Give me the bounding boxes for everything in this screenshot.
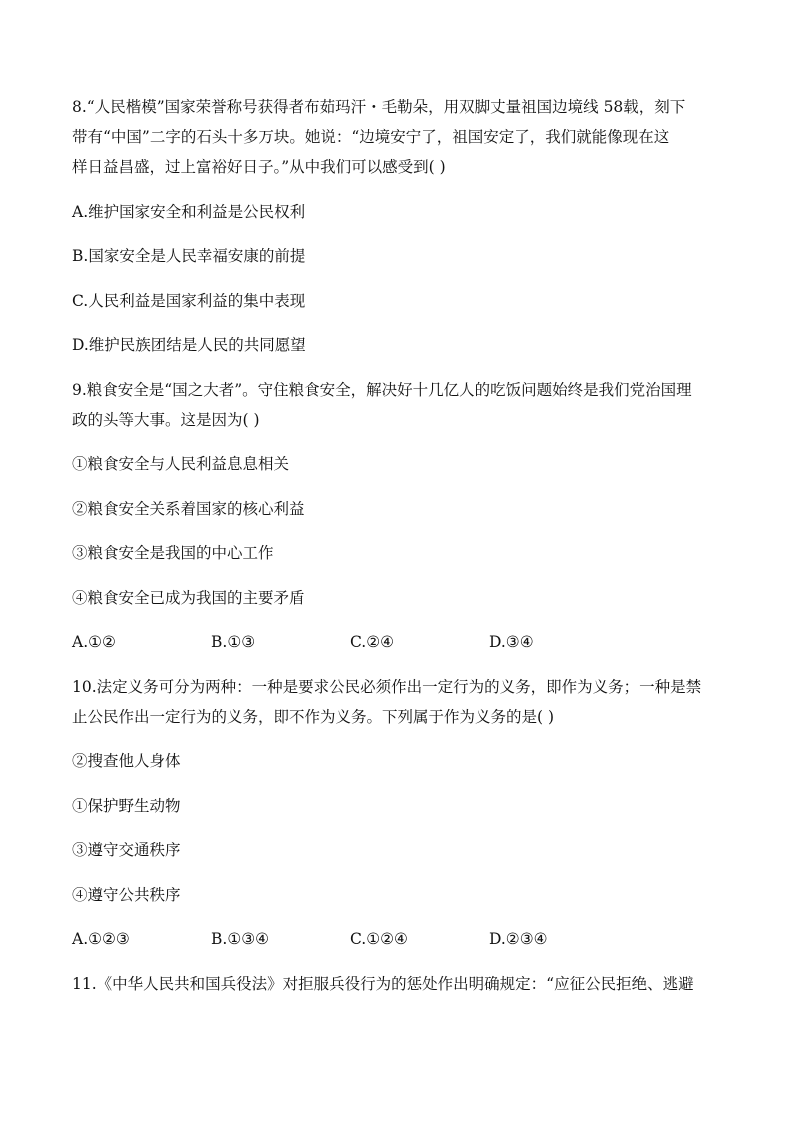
question-9-line-1: 9.粮食安全是“国之大者”。守住粮食安全，解决好十几亿人的吃饭问题始终是我们党治国理 — [72, 380, 692, 399]
document-page — [72, 92, 722, 999]
question-8-option-a: A.维护国家安全和利益是公民权利 — [72, 202, 306, 221]
question-8-option-b: B.国家安全是人民幸福安康的前提 — [72, 247, 306, 265]
question-10-line-2: 止公民作出一定行为的义务，即不作为义务。下列属于作为义务的是( ) — [72, 707, 555, 726]
question-8-option-c: C.人民利益是国家利益的集中表现 — [72, 291, 306, 310]
question-9-option-a: A.①② — [72, 633, 116, 651]
question-10-option-c: C.①②④ — [350, 930, 408, 948]
question-8-line-2: 带有“中国”二字的石头十多万块。她说：“边境安宁了，祖国安定了，我们就能像现在这 — [72, 128, 670, 146]
question-10-item-3: ③遵守交通秩序 — [72, 841, 181, 859]
question-9-line-2: 政的头等大事。这是因为( ) — [72, 410, 260, 429]
question-10-option-a: A.①②③ — [72, 930, 130, 948]
question-10-item-1: ②搜查他人身体 — [72, 752, 181, 770]
question-9-option-d: D.③④ — [489, 633, 534, 651]
question-10-options — [72, 924, 722, 954]
question-10-line-1: 10.法定义务可分为两种：一种是要求公民必须作出一定行为的义务，即作为义务；一种是禁 — [72, 677, 702, 696]
question-9-item-2: ②粮食安全关系着国家的核心利益 — [72, 499, 305, 518]
question-9-options — [72, 627, 722, 657]
question-8-line-3: 样日益昌盛，过上富裕好日子。”从中我们可以感受到( ) — [72, 158, 446, 176]
question-9-item-3: ③粮食安全是我国的中心工作 — [72, 544, 274, 562]
question-9-item-1: ①粮食安全与人民利益息息相关 — [72, 455, 290, 473]
question-10-option-b: B.①③④ — [211, 930, 270, 948]
question-8-option-d: D.维护民族团结是人民的共同愿望 — [72, 336, 306, 354]
question-10-item-2: ①保护野生动物 — [72, 796, 181, 815]
question-9-option-b: B.①③ — [211, 633, 256, 651]
question-8-line-1: 8.“人民楷模”国家荣誉称号获得者布茹玛汗・毛勒朵，用双脚丈量祖国边境线 58载，刻下 — [72, 98, 686, 116]
question-11-line-1: 11.《中华人民共和国兵役法》对拒服兵役行为的惩处作出明确规定：“应征公民拒绝、逃避 — [72, 974, 694, 993]
question-9-item-4: ④粮食安全已成为我国的主要矛盾 — [72, 588, 305, 607]
question-10-item-4: ④遵守公共秩序 — [72, 885, 181, 904]
question-9-option-c: C.②④ — [350, 633, 395, 651]
question-10-option-d: D.②③④ — [489, 930, 548, 948]
